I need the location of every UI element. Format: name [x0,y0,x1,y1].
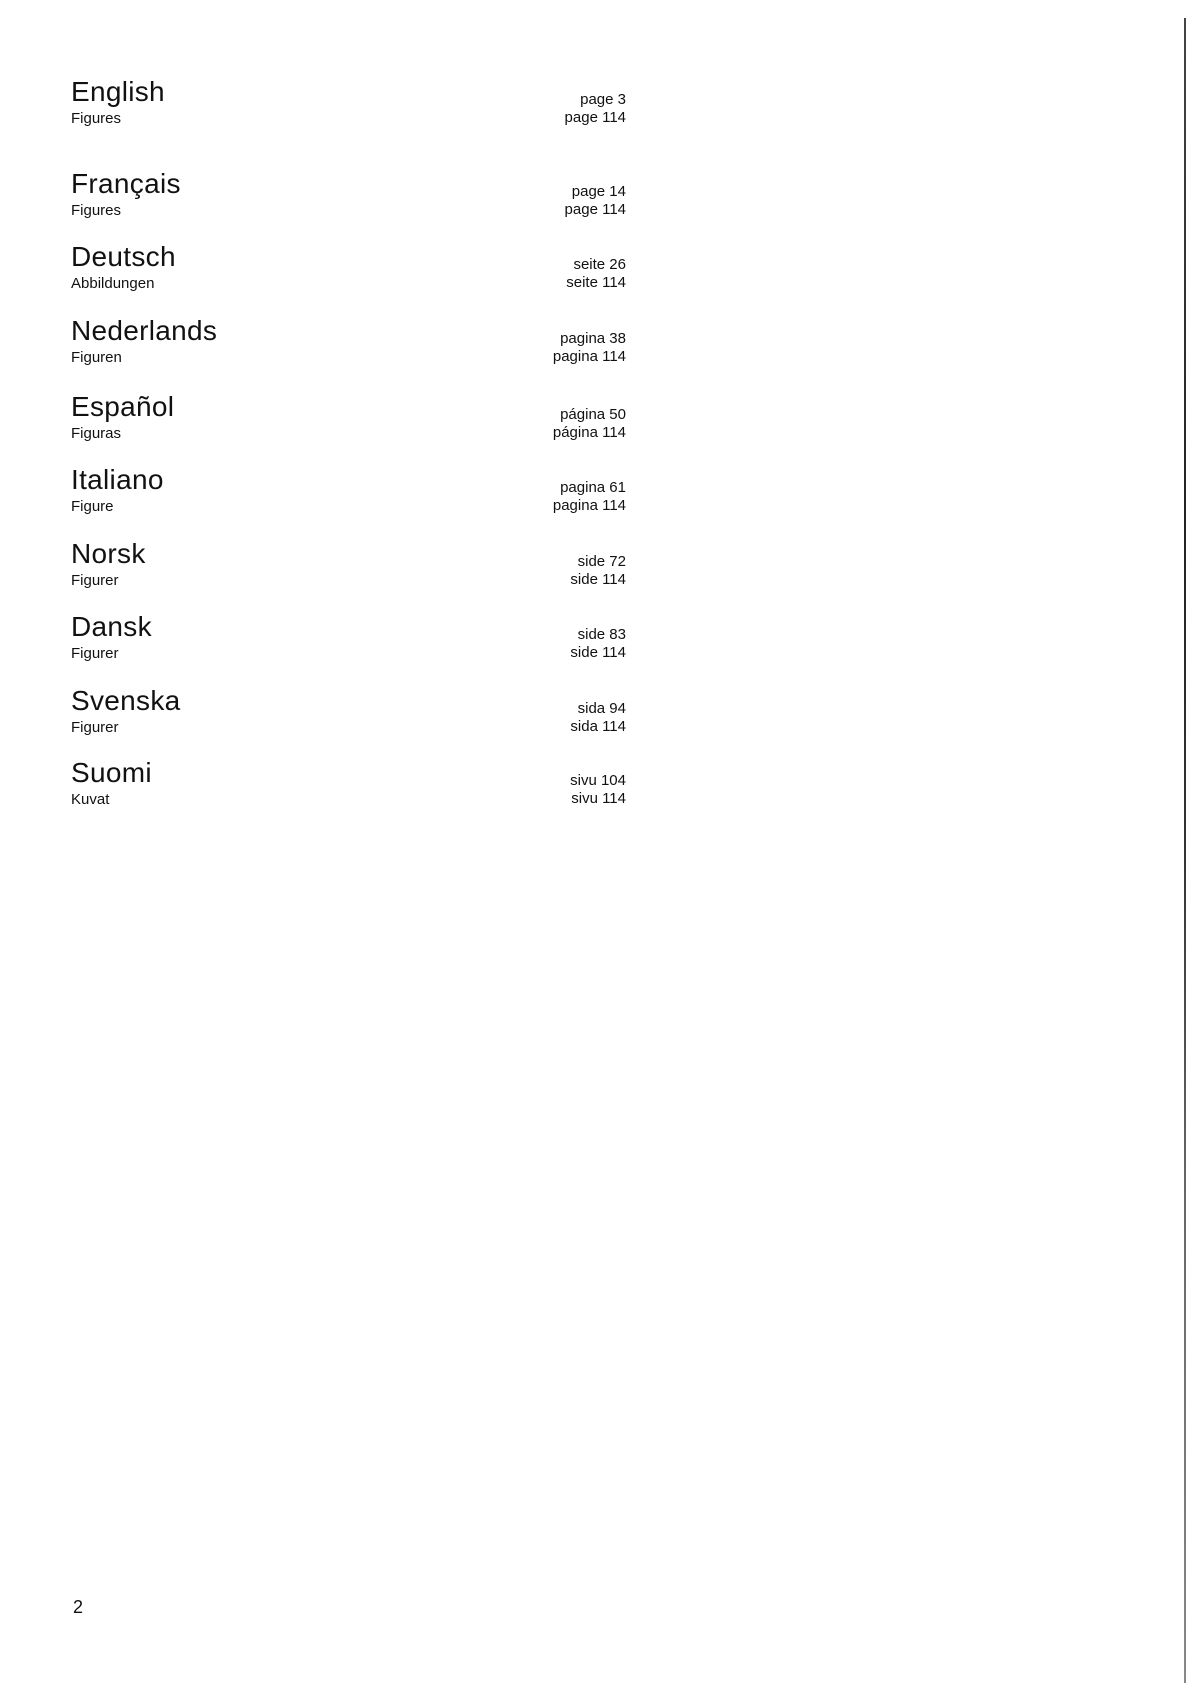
page-number: 2 [73,1597,84,1617]
text-page-ref: page 3 [580,91,626,108]
figures-label: Figuren [71,349,122,366]
text-page-ref: página 50 [560,406,626,423]
language-heading: Svenska [71,685,181,716]
figures-page-ref: sida 114 [570,718,626,735]
figures-page-ref: pagina 114 [552,497,626,514]
text-page-ref: sida 94 [577,700,626,717]
text-page-ref: side 72 [577,553,626,570]
language-heading: English [71,76,165,107]
language-heading: Italiano [71,464,164,495]
figures-label: Figures [71,202,122,219]
language-heading: Español [71,391,175,422]
language-heading: Dansk [71,611,152,642]
figures-label: Figurer [71,572,119,589]
figures-page-ref: pagina 114 [552,348,626,365]
language-heading: Deutsch [71,241,176,272]
figures-page-ref: page 114 [564,109,626,126]
figures-page-ref: side 114 [570,571,626,588]
text-page-ref: page 14 [571,183,626,200]
figures-page-ref: seite 114 [566,274,626,291]
figures-label: Abbildungen [71,275,155,292]
language-heading: Suomi [71,757,152,788]
figures-label: Figurer [71,645,119,662]
text-page-ref: pagina 38 [560,330,626,347]
text-page-ref: pagina 61 [560,479,626,496]
figures-page-ref: side 114 [570,644,626,661]
figures-label: Figures [71,110,122,127]
text-page-ref: seite 26 [573,256,626,273]
figures-label: Figure [71,498,114,515]
figures-label: Figurer [71,719,119,736]
text-page-ref: sivu 104 [570,772,626,789]
language-heading: Nederlands [71,315,218,346]
figures-page-ref: página 114 [552,424,626,441]
figures-page-ref: sivu 114 [571,790,626,807]
language-heading: Norsk [71,538,146,569]
language-heading: Français [71,168,181,199]
text-page-ref: side 83 [577,626,626,643]
scan-edge-line [1184,18,1186,1683]
figures-label: Kuvat [71,791,110,808]
figures-page-ref: page 114 [564,201,626,218]
figures-label: Figuras [71,425,122,442]
